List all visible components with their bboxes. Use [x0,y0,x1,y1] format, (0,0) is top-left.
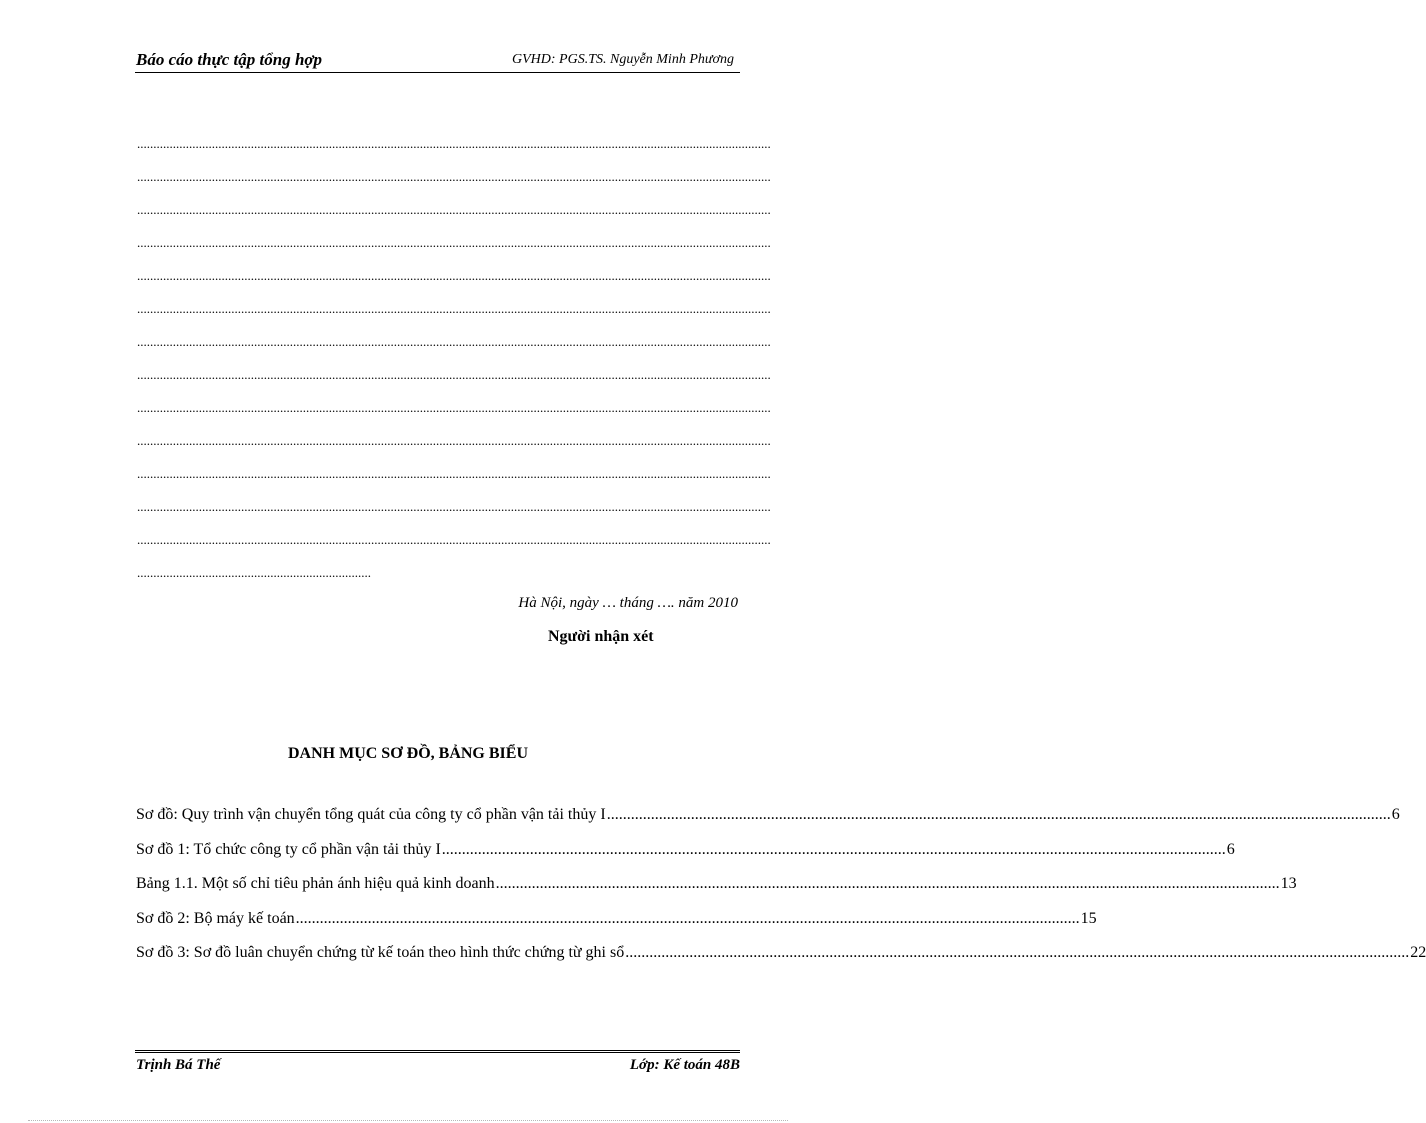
comment-line-last: ........................................................................ [137,565,371,580]
reviewer-label: Người nhận xét [548,628,654,645]
list-item-text: Sơ đồ: Quy trình vận chuyển tổng quát của công ty cổ phần vận tải thủy I [136,806,606,823]
author-name: Trịnh Bá Thế [136,1057,221,1073]
list-item [136,806,1400,841]
comment-line: ................................................................................................................................................................................................... [137,466,771,481]
dot-leader: .................................................................................................................................................................................................... [441,840,1226,858]
page-header [135,50,740,73]
dot-leader: .................................................................................................................................................................................................... [295,909,1080,927]
comment-line: ................................................................................................................................................................................................... [137,499,771,514]
comment-line: ................................................................................................................................................................................................... [137,169,771,184]
comment-line: ................................................................................................................................................................................................... [137,202,771,217]
list-item-page: 13 [1280,875,1297,892]
place-date: Hà Nội, ngày … tháng …. năm 2010 [518,595,738,611]
class-label: Lớp: Kế toán 48B [629,1057,740,1073]
page-footer [135,1050,740,1079]
dot-leader: .................................................................................................................................................................................................... [495,875,1280,892]
list-item-page: 6 [1226,840,1235,858]
comment-line: ................................................................................................................................................................................................... [137,235,771,250]
comment-line: ................................................................................................................................................................................................... [137,334,771,349]
list-item-text: Sơ đồ 3: Sơ đồ luân chuyển chứng từ kế toán theo hình thức chứng từ ghi sổ [136,944,625,961]
list-item [136,909,1097,945]
list-item-page: 22 [1410,944,1426,961]
comment-line: ................................................................................................................................................................................................... [137,532,771,547]
supervisor-label: GVHD: PGS.TS. Nguyễn Minh Phương [512,52,734,67]
comment-line: ................................................................................................................................................................................................... [137,268,771,283]
list-item-text: Sơ đồ 1: Tổ chức công ty cổ phần vận tải thủy I [136,840,441,858]
report-title: Báo cáo thực tập tổng hợp [136,50,323,69]
review-comment-lines [137,134,771,596]
list-title: DANH MỤC SƠ ĐỒ, BẢNG BIỂU [287,745,528,762]
list-item-page: 6 [1391,806,1400,823]
comment-line: ................................................................................................................................................................................................... [137,400,771,415]
dot-leader: .................................................................................................................................................................................................... [625,944,1410,961]
dot-leader: .................................................................................................................................................................................................... [606,806,1391,823]
list-item-page: 15 [1080,909,1097,927]
comment-line: ................................................................................................................................................................................................... [137,136,771,151]
figure-table-list [136,806,1426,979]
comment-line: ................................................................................................................................................................................................... [137,433,771,448]
list-item [136,944,1426,979]
list-item [136,840,1235,876]
list-item-text: Bảng 1.1. Một số chỉ tiêu phản ánh hiệu quả kinh doanh [136,875,495,892]
list-item [136,875,1297,910]
list-item-text: Sơ đồ 2: Bộ máy kế toán [136,909,295,927]
page-edge-divider [28,1120,788,1121]
comment-line: ................................................................................................................................................................................................... [137,367,771,382]
comment-line: ................................................................................................................................................................................................... [137,301,771,316]
